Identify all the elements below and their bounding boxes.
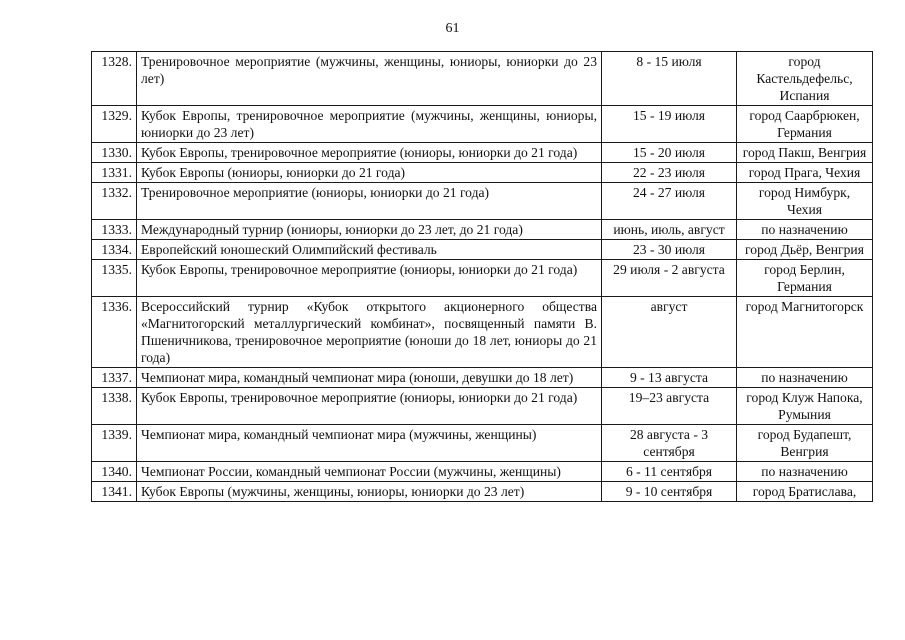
event-name: Тренировочное мероприятие (юниоры, юниорки до 21 года) bbox=[137, 183, 602, 220]
event-date: июнь, июль, август bbox=[602, 220, 737, 240]
event-date: 15 - 20 июля bbox=[602, 143, 737, 163]
event-place: город Пакш, Венгрия bbox=[737, 143, 873, 163]
row-number: 1336. bbox=[92, 297, 137, 368]
event-name: Кубок Европы, тренировочное мероприятие (юниоры, юниорки до 21 года) bbox=[137, 260, 602, 297]
row-number: 1328. bbox=[92, 52, 137, 106]
event-date: 19–23 августа bbox=[602, 388, 737, 425]
page-number: 61 bbox=[445, 21, 460, 36]
event-place: по назначению bbox=[737, 220, 873, 240]
row-number: 1334. bbox=[92, 240, 137, 260]
event-date: 9 - 10 сентября bbox=[602, 482, 737, 502]
event-schedule-table bbox=[91, 51, 873, 502]
table-row bbox=[92, 163, 873, 183]
event-place: город Магнитогорск bbox=[737, 297, 873, 368]
event-place: город Нимбурк, Чехия bbox=[737, 183, 873, 220]
table-row bbox=[92, 220, 873, 240]
event-name: Чемпионат мира, командный чемпионат мира (юноши, девушки до 18 лет) bbox=[137, 368, 602, 388]
event-date: 9 - 13 августа bbox=[602, 368, 737, 388]
table-row bbox=[92, 183, 873, 220]
event-name: Международный турнир (юниоры, юниорки до 23 лет, до 21 года) bbox=[137, 220, 602, 240]
event-place: по назначению bbox=[737, 368, 873, 388]
event-name: Чемпионат мира, командный чемпионат мира (мужчины, женщины) bbox=[137, 425, 602, 462]
event-date: 23 - 30 июля bbox=[602, 240, 737, 260]
table-row bbox=[92, 425, 873, 462]
event-name: Кубок Европы, тренировочное мероприятие (мужчины, женщины, юниоры, юниорки до 23 лет) bbox=[137, 106, 602, 143]
event-date: 22 - 23 июля bbox=[602, 163, 737, 183]
row-number: 1341. bbox=[92, 482, 137, 502]
event-place: город Саарбрюкен, Германия bbox=[737, 106, 873, 143]
event-place: город Будапешт, Венгрия bbox=[737, 425, 873, 462]
table-row bbox=[92, 52, 873, 106]
table-row bbox=[92, 143, 873, 163]
event-place: город Братислава, bbox=[737, 482, 873, 502]
event-date: 15 - 19 июля bbox=[602, 106, 737, 143]
event-place: город Прага, Чехия bbox=[737, 163, 873, 183]
row-number: 1335. bbox=[92, 260, 137, 297]
table-row bbox=[92, 106, 873, 143]
event-date: 29 июля - 2 августа bbox=[602, 260, 737, 297]
event-name: Кубок Европы, тренировочное мероприятие (юниоры, юниорки до 21 года) bbox=[137, 143, 602, 163]
row-number: 1329. bbox=[92, 106, 137, 143]
row-number: 1331. bbox=[92, 163, 137, 183]
event-name: Кубок Европы (юниоры, юниорки до 21 года) bbox=[137, 163, 602, 183]
row-number: 1340. bbox=[92, 462, 137, 482]
row-number: 1337. bbox=[92, 368, 137, 388]
table-row bbox=[92, 388, 873, 425]
event-name: Европейский юношеский Олимпийский фестиваль bbox=[137, 240, 602, 260]
event-date: 24 - 27 июля bbox=[602, 183, 737, 220]
event-name: Всероссийский турнир «Кубок открытого акционерного общества «Магнитогорский металлургический комбинат», посвященный памяти В. Пшеничникова, тренировочное мероприятие (юноши до 18 лет, юниоры до 21 года) bbox=[137, 297, 602, 368]
event-place: город Дьёр, Венгрия bbox=[737, 240, 873, 260]
event-name: Чемпионат России, командный чемпионат России (мужчины, женщины) bbox=[137, 462, 602, 482]
row-number: 1338. bbox=[92, 388, 137, 425]
row-number: 1333. bbox=[92, 220, 137, 240]
event-place: город Кастельдефельс, Испания bbox=[737, 52, 873, 106]
table-row bbox=[92, 462, 873, 482]
event-name: Кубок Европы (мужчины, женщины, юниоры, юниорки до 23 лет) bbox=[137, 482, 602, 502]
table-row bbox=[92, 368, 873, 388]
event-name: Кубок Европы, тренировочное мероприятие (юниоры, юниорки до 21 года) bbox=[137, 388, 602, 425]
row-number: 1332. bbox=[92, 183, 137, 220]
event-place: город Клуж Напока, Румыния bbox=[737, 388, 873, 425]
table-row bbox=[92, 482, 873, 502]
event-date: 28 августа - 3 сентября bbox=[602, 425, 737, 462]
event-name: Тренировочное мероприятие (мужчины, женщины, юниоры, юниорки до 23 лет) bbox=[137, 52, 602, 106]
event-place: по назначению bbox=[737, 462, 873, 482]
event-place: город Берлин, Германия bbox=[737, 260, 873, 297]
table-row bbox=[92, 260, 873, 297]
row-number: 1330. bbox=[92, 143, 137, 163]
table-row bbox=[92, 240, 873, 260]
event-date: 6 - 11 сентября bbox=[602, 462, 737, 482]
event-date: 8 - 15 июля bbox=[602, 52, 737, 106]
row-number: 1339. bbox=[92, 425, 137, 462]
table-row bbox=[92, 297, 873, 368]
event-date: август bbox=[602, 297, 737, 368]
